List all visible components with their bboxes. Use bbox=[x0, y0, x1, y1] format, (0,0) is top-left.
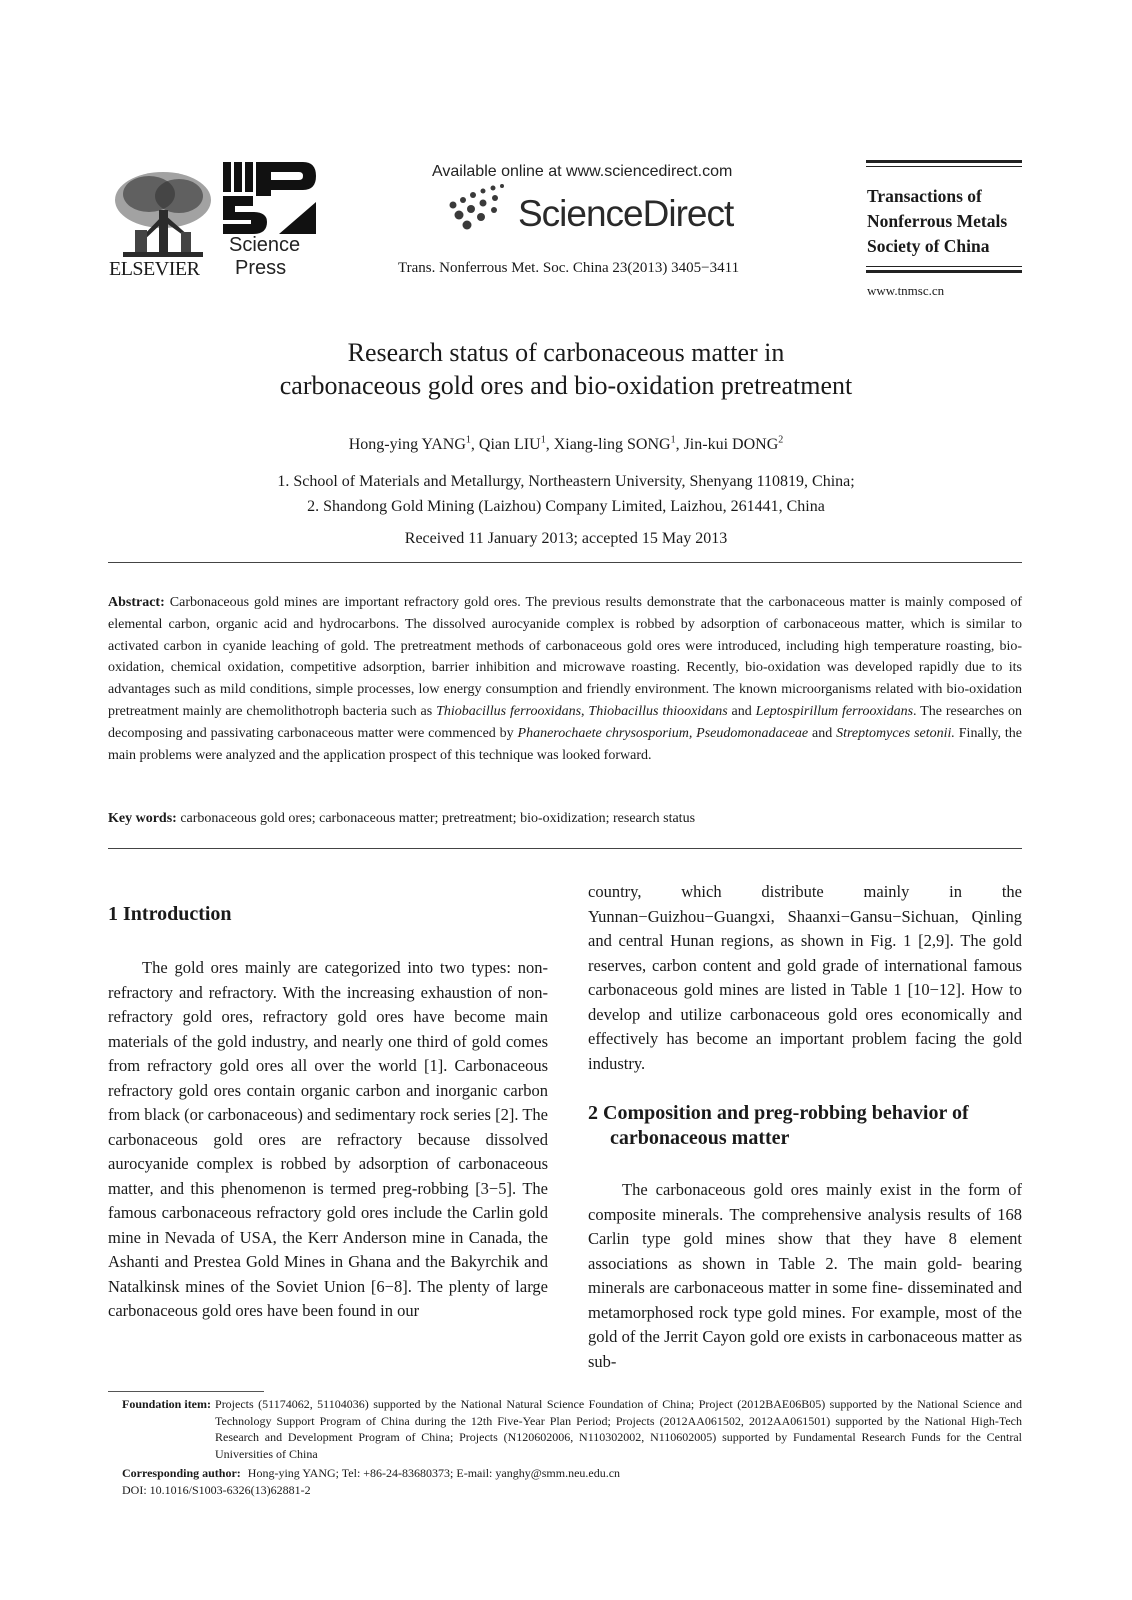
doi[interactable]: DOI: 10.1016/S1003-6326(13)62881-2 bbox=[122, 1483, 311, 1497]
column-right-bottom bbox=[588, 1178, 1022, 1374]
author-name: Xiang-ling SONG bbox=[553, 436, 671, 453]
journal-url[interactable]: www.tnmsc.cn bbox=[867, 283, 945, 298]
paper-title: Research status of carbonaceous matter in carbonaceous gold ores and bio-oxidation pretreatment bbox=[279, 338, 853, 400]
section-heading-introduction: 1 Introduction bbox=[108, 903, 232, 925]
column-right-top bbox=[588, 880, 1022, 1076]
journal-box-rule-top-thin bbox=[866, 166, 1022, 167]
column-left bbox=[108, 956, 548, 1324]
author-name: Jin-kui DONG bbox=[683, 436, 779, 453]
journal-box-rule-bottom-thin bbox=[866, 266, 1022, 267]
paragraph: The gold ores mainly are categorized into two types: non-refractory and refractory. With the increasing exhaustion of non-refractory gold ores, refractory gold ores have become main materials of the gold industry, and nearly one third of gold comes from refractory gold ores all over the world [1]. Carbonaceous refractory gold ores contain organic carbon and inorganic carbon from black (or carbonaceous) and sedimentary rock series [2]. The carbonaceous gold ores are refractory because dissolved aurocyanide complex is robbed by adsorption of carbonaceous matter, and this phenomenon is termed preg-robbing [3−5]. The famous carbonaceous refractory gold ores include the Carlin gold mine in Nevada of USA, the Kerr Anderson mine in Canada, the Ashanti and Prestea Gold Mines in Ghana and the Bakyrchik and Natalkinsk mines of the Soviet Union [6−8]. The plenty of large carbonaceous gold ores have been found in our bbox=[108, 958, 548, 1320]
journal-name: Transactions of Nonferrous Metals Society of China bbox=[867, 186, 1008, 256]
available-online-text: Available online at www.sciencedirect.com bbox=[432, 163, 733, 180]
keywords: Key words: carbonaceous gold ores; carbonaceous matter; pretreatment; bio-oxidization; research status bbox=[108, 811, 696, 826]
abstract: Abstract: Carbonaceous gold mines are important refractory gold ores. The previous results demonstrate that the carbonaceous matter is mainly composed of elemental carbon, organic acid and hydrocarbons. The dissolved aurocyanide complex is robbed by adsorption of carbonaceous matter, which is similar to activated carbon in cyanide leaching of gold. The pretreatment methods of carbonaceous gold ores were introduced, including high temperature roasting, bio-oxidation, chemical oxidation, competitive adsorption, barrier inhibition and microwave roasting. Recently, bio-oxidation was developed rapidly due to its advantages such as mild conditions, simple processes, low energy consumption and friendly environment. The known microorganisms related with bio-oxidation pretreatment mainly are chemolithotroph bacteria such as Thiobacillus ferrooxidans, Thiobacillus thiooxidans and Leptospirillum ferrooxidans. The researches on decomposing and passivating carbonaceous matter were commenced by Phanerochaete chrysosporium, Pseudomonadaceae and Streptomyces setonii. Finally, the main problems were analyzed and the application prospect of this technique was looked forward. bbox=[108, 595, 1023, 763]
received-dates: Received 11 January 2013; accepted 15 May 2013 bbox=[404, 530, 728, 547]
footnote-rule bbox=[108, 1391, 264, 1392]
corresponding-author: Corresponding author: Hong-ying YANG; Tel: +86-24-83680373; E-mail: yanghy@smm.neu.edu.cn bbox=[122, 1466, 621, 1480]
sciencedirect-dots-icon bbox=[447, 183, 509, 233]
author-name: Hong-ying YANG bbox=[348, 436, 466, 453]
section-heading-composition: 2 Composition and preg-robbing behavior of carbonaceous matter bbox=[588, 1102, 969, 1149]
affiliations: 1. School of Materials and Metallurgy, Northeastern University, Shenyang 110819, China; 2. Shandong Gold Mining (Laizhou) Company Limited, Laizhou, 261441, China bbox=[277, 473, 855, 515]
divider-top bbox=[108, 562, 1022, 563]
journal-box-rule-bottom bbox=[866, 270, 1022, 273]
abstract-label: Abstract: bbox=[108, 595, 165, 610]
author-name: Qian LIU bbox=[478, 436, 541, 453]
paragraph: The carbonaceous gold ores mainly exist in the form of composite minerals. The comprehensive analysis results of 168 Carlin type gold mines show that they have 8 element associations as shown in Table 2. The main gold- bearing minerals are carbonaceous matter in some fine- disseminated and metamorphosed rock type gold mines. For example, most of the gold of the Jerrit Cayon gold ore exists in carbonaceous matter as sub- bbox=[588, 1180, 1022, 1371]
foundation-item: Foundation item: Projects (51174062, 51104036) supported by the National Natural Science Foundation of China; Project (2012BAE06B05) supported by the National Science and Technology Support Program of China during the 12th Five-Year Plan Period; Projects (2012AA061502, 2012AA061501) supported by the National High-Tech Research and Development Program of China; Projects (N120602006, N110302002, N110602005) supported by Fundamental Research Funds for the Central Universities of China bbox=[122, 1397, 1022, 1461]
divider-bottom bbox=[108, 848, 1022, 849]
elsevier-wordmark: ELSEVIER bbox=[109, 258, 200, 280]
journal-box-rule-top bbox=[866, 160, 1022, 163]
sciencedirect-wordmark: ScienceDirect bbox=[518, 193, 734, 234]
science-press-wordmark: Science Press bbox=[229, 234, 301, 279]
author-list: Hong-ying YANG$^1$, Qian LIU$^1$, Xiang-ling SONG$^1$, Jin-kui DONG$^2$ bbox=[348, 434, 784, 453]
science-press-logo bbox=[223, 162, 318, 234]
paragraph: country, which distribute mainly in the Yunnan−Guizhou−Guangxi, Shaanxi−Gansu−Sichuan, Qinling and central Hunan regions, as shown in Fig. 1 [2,9]. The gold reserves, carbon content and gold grade of international famous carbonaceous gold mines are listed in Table 1 [10−12]. How to develop and utilize carbonaceous gold ores economically and effectively has become an important problem facing the gold industry. bbox=[588, 882, 1022, 1073]
journal-citation: Trans. Nonferrous Met. Soc. China 23(2013) 3405−3411 bbox=[398, 260, 740, 276]
